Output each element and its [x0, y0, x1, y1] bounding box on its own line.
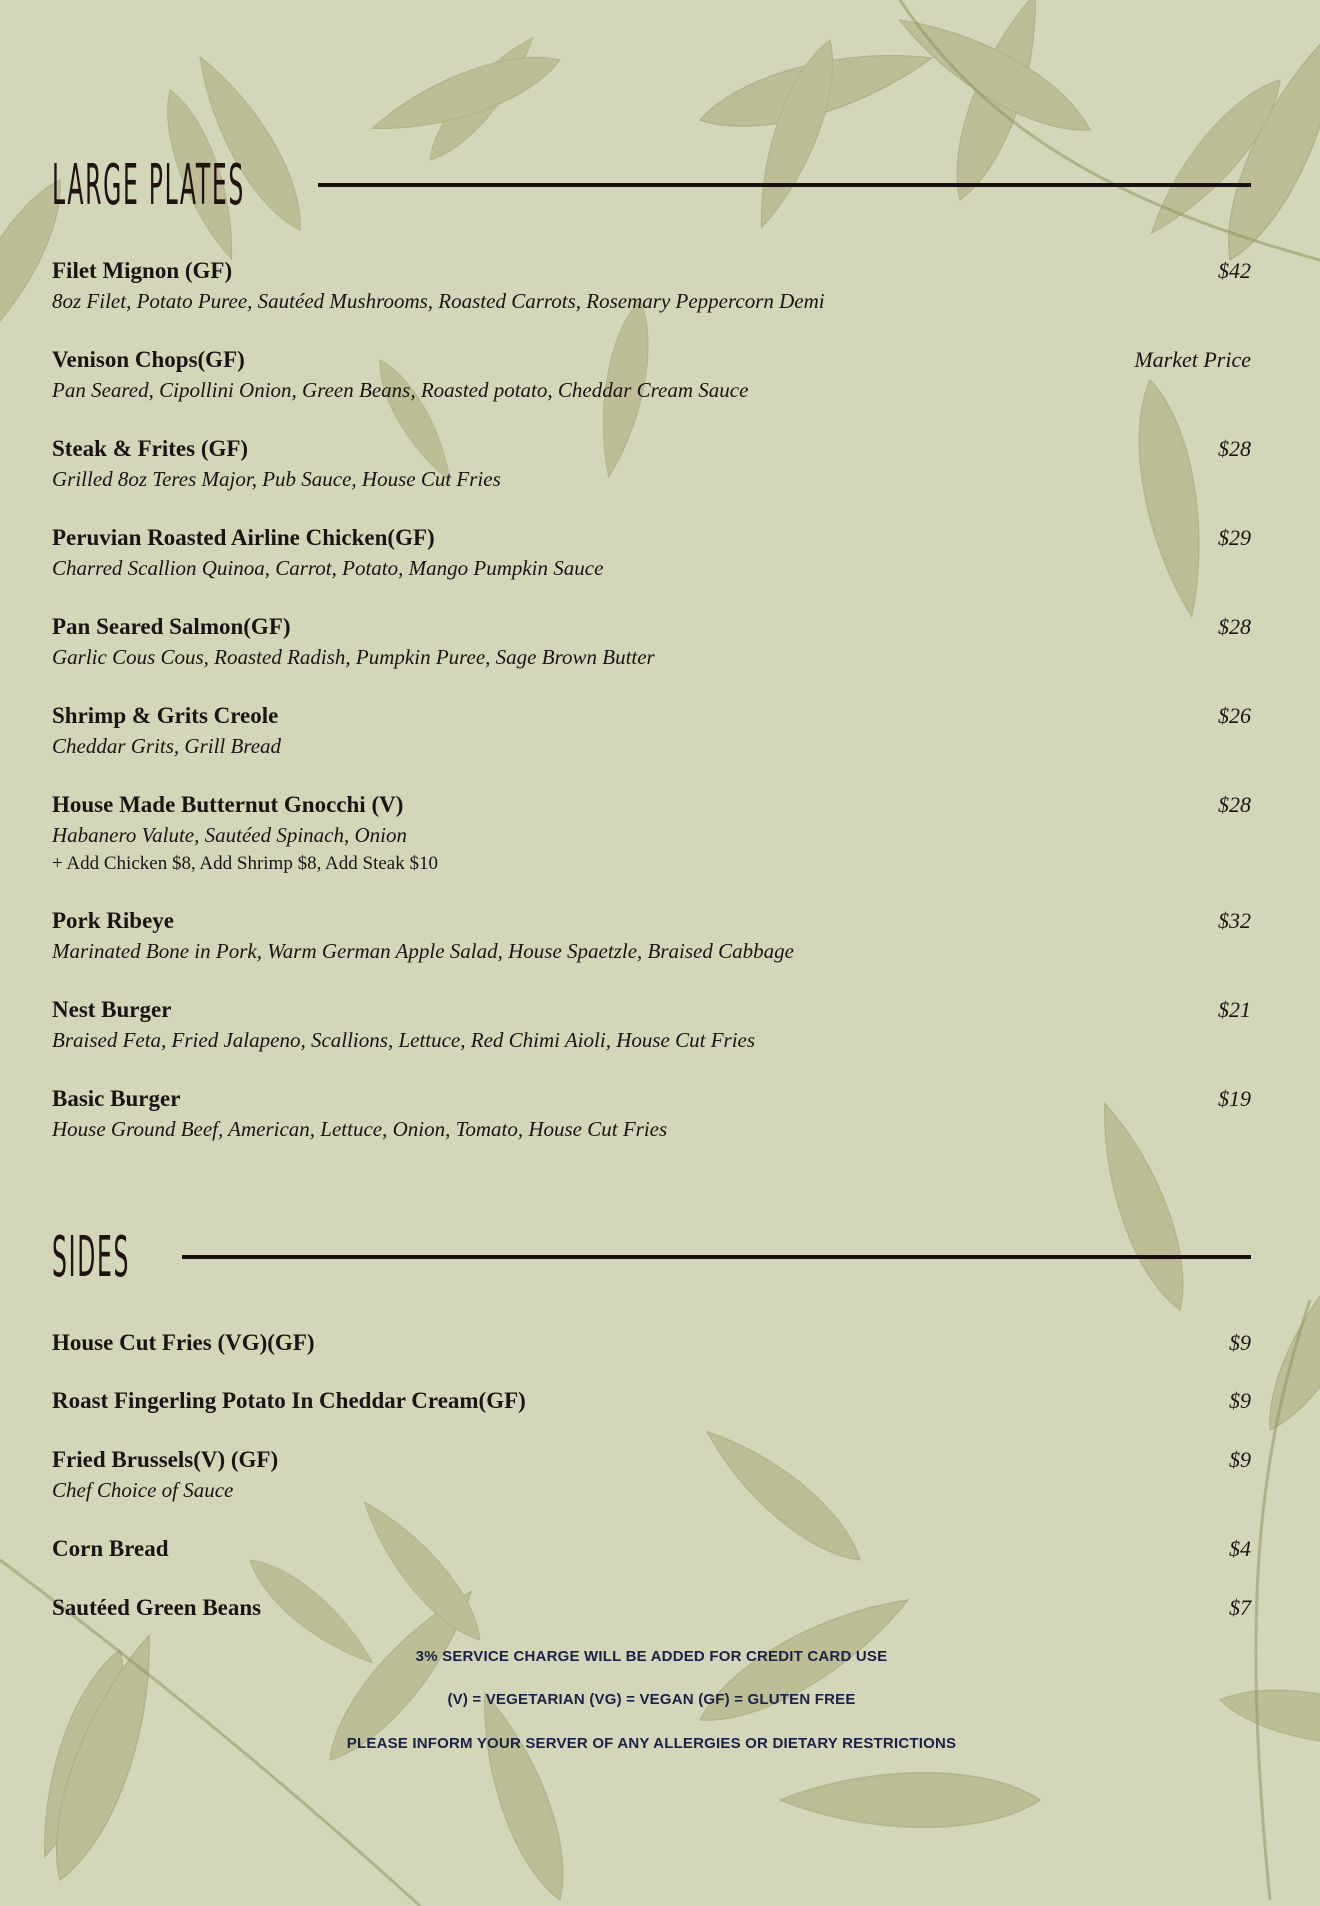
menu-item	[52, 1593, 1251, 1623]
menu-item	[52, 1445, 1251, 1505]
item-description: Garlic Cous Cous, Roasted Radish, Pumpkin Puree, Sage Brown Butter	[52, 645, 655, 669]
item-price: $9	[1229, 1330, 1251, 1355]
item-name: Peruvian Roasted Airline Chicken(GF)	[52, 525, 435, 550]
menu-item	[52, 523, 1251, 583]
section-title: LARGE PLATES	[52, 153, 246, 218]
item-description: Braised Feta, Fried Jalapeno, Scallions, Lettuce, Red Chimi Aioli, House Cut Fries	[52, 1028, 756, 1052]
item-price: $7	[1229, 1595, 1251, 1620]
item-name: Steak & Frites (GF)	[52, 436, 249, 461]
item-price: $29	[1218, 525, 1251, 550]
item-name: Corn Bread	[52, 1536, 169, 1561]
item-price: $28	[1218, 436, 1251, 461]
menu-item	[52, 434, 1251, 494]
section-divider	[182, 1255, 1251, 1259]
section-divider	[318, 183, 1251, 187]
item-name: House Made Butternut Gnocchi (V)	[52, 792, 404, 817]
item-name: Sautéed Green Beans	[52, 1595, 262, 1620]
item-name: House Cut Fries (VG)(GF)	[52, 1330, 315, 1355]
menu-item	[52, 790, 1251, 878]
item-addons: + Add Chicken $8, Add Shrimp $8, Add Steak $10	[52, 853, 438, 874]
item-price: $28	[1218, 614, 1251, 639]
item-name: Venison Chops(GF)	[52, 347, 245, 372]
menu-item	[52, 1084, 1251, 1144]
allergy-note: PLEASE INFORM YOUR SERVER OF ANY ALLERGIES OR DIETARY RESTRICTIONS	[346, 1735, 957, 1752]
menu-item	[52, 1534, 1251, 1564]
item-description: Charred Scallion Quinoa, Carrot, Potato, Mango Pumpkin Sauce	[52, 556, 604, 580]
item-description: Marinated Bone in Pork, Warm German Apple Salad, House Spaetzle, Braised Cabbage	[52, 939, 794, 963]
item-price: $28	[1218, 792, 1251, 817]
item-price: $32	[1218, 908, 1251, 933]
diet-legend-note: (V) = VEGETARIAN (VG) = VEGAN (GF) = GLUTEN FREE	[447, 1691, 856, 1708]
item-description: 8oz Filet, Potato Puree, Sautéed Mushrooms, Roasted Carrots, Rosemary Peppercorn Demi	[52, 289, 825, 313]
service-charge-note: 3% SERVICE CHARGE WILL BE ADDED FOR CREDIT CARD USE	[415, 1648, 888, 1665]
menu-item	[52, 612, 1251, 672]
item-name: Shrimp & Grits Creole	[52, 703, 279, 728]
item-description: Pan Seared, Cipollini Onion, Green Beans, Roasted potato, Cheddar Cream Sauce	[52, 378, 749, 402]
menu-item	[52, 256, 1251, 316]
item-name: Pan Seared Salmon(GF)	[52, 614, 291, 639]
item-price: $26	[1218, 703, 1251, 728]
item-name: Filet Mignon (GF)	[52, 258, 233, 283]
item-description: House Ground Beef, American, Lettuce, Onion, Tomato, House Cut Fries	[52, 1117, 668, 1141]
menu-item	[52, 345, 1251, 405]
item-name: Fried Brussels(V) (GF)	[52, 1447, 279, 1472]
item-description: Habanero Valute, Sautéed Spinach, Onion	[52, 823, 408, 847]
item-price: $19	[1218, 1086, 1251, 1111]
menu-item	[52, 906, 1251, 966]
item-price: $9	[1229, 1388, 1251, 1413]
menu-item	[52, 701, 1251, 761]
item-description: Grilled 8oz Teres Major, Pub Sauce, House Cut Fries	[52, 467, 501, 491]
item-name: Roast Fingerling Potato In Cheddar Cream(GF)	[52, 1388, 526, 1413]
item-price: $4	[1229, 1536, 1251, 1561]
item-price: $21	[1218, 997, 1251, 1022]
item-description: Cheddar Grits, Grill Bread	[52, 734, 282, 758]
item-price: Market Price	[1134, 347, 1251, 372]
item-name: Pork Ribeye	[52, 908, 175, 933]
item-name: Nest Burger	[52, 997, 172, 1022]
item-description: Chef Choice of Sauce	[52, 1478, 234, 1502]
menu-item	[52, 1386, 1251, 1416]
item-price: $9	[1229, 1447, 1251, 1472]
item-price: $42	[1218, 258, 1251, 283]
section-title: SIDES	[52, 1225, 131, 1290]
item-name: Basic Burger	[52, 1086, 181, 1111]
menu-item	[52, 1328, 1251, 1358]
menu-item	[52, 995, 1251, 1055]
